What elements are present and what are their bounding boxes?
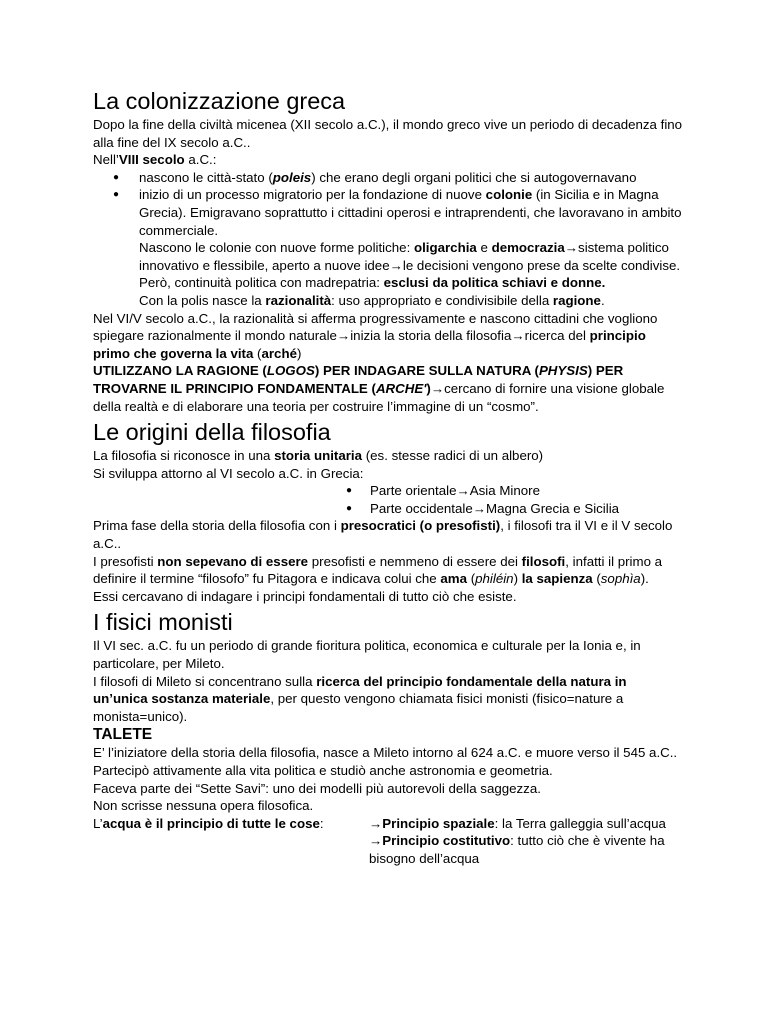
text: →cercano di fornire una visione globale della realtà e di elaborare una teoria per costruire l’immagine di un “cosmo”. [93,380,665,414]
bold-text: presocratici (o presofisti) [340,518,501,534]
bold-text: ragione [552,292,601,308]
bullet-list [93,482,683,517]
bold-text: la sapienza [521,571,593,587]
text: Nascono le colonie con nuove forme politiche: [139,240,414,256]
text: e [476,240,492,256]
principle-row [93,815,683,868]
text: ) che erano degli organi politici che si autogovernavano [311,169,637,185]
text: : tutto ciò che è vivente ha bisogno dell’acqua [369,833,665,866]
italic-text: ARCHE' [375,380,427,396]
bold-text: ama [440,571,467,587]
list-item [93,186,683,239]
text: (es. stesse radici di un albero) [362,448,544,464]
text: nascono le città-stato ( [139,169,273,185]
text: : la Terra galleggia sull’acqua [494,815,666,831]
bold-text: ) PER INDAGARE SULLA NATURA ( [314,363,539,379]
subtitle-talete: TALETE [93,726,153,744]
bold-text: Principio costitutivo [382,833,511,849]
text: Nell’ [93,152,119,168]
principle-item [369,815,669,833]
bold-text [267,363,315,378]
list-item: ● Parte occidentale→Magna Grecia e Sicilia [93,500,683,518]
text: Però, continuità politica con madrepatria: [139,275,384,291]
principle-statement [93,815,369,868]
section-title-colonizzazione: La colonizzazione greca [93,88,346,114]
text: L’ [93,815,103,831]
bold-text: arché [261,345,297,361]
bold-text: VIII secolo [118,152,185,168]
bold-text: principio primo che governa la vita [93,328,646,361]
document-page [93,86,683,868]
text: ( [253,345,262,361]
bold-text: filosofi [521,553,566,569]
bold-text: esclusi da politica schiavi e donne. [383,275,606,291]
bold-text [273,170,311,185]
italic-text: poleis [272,169,312,185]
bold-text: non sepevano di essere [157,553,309,569]
bullet-list [93,169,683,239]
bold-text: ) PER TROVARNE IL PRINCIPIO FONDAMENTALE ( [93,363,624,396]
paragraph [93,310,683,363]
text: ( [592,571,601,587]
text: , infatti il primo a definire il termine “filosofo” fu Pitagora e indicava colui che [93,553,663,587]
paragraph [93,292,683,310]
bold-text: storia unitaria [274,448,363,464]
paragraph [93,447,683,465]
italic-text: philéin [475,571,514,587]
text: La filosofia si riconosce in una [93,448,275,464]
list-item: ● Parte orientale→Asia Minore [93,482,683,500]
text: (in Sicilia e in Magna Grecia). Emigravano soprattutto i cittadini operosi e intraprendenti, che lavoravano in ambito commerciale. [139,187,682,238]
text: ) [513,571,522,587]
text: . [600,292,605,308]
paragraph [93,362,683,415]
text: I presofisti [93,553,158,569]
text: , i filosofi tra il VI e il V secolo a.C.. [93,518,673,552]
paragraph [93,151,683,169]
paragraph: Faceva parte dei “Sette Savi”: uno dei modelli più autorevoli della saggezza. [93,780,541,796]
bold-text: oligarchia [413,240,477,256]
paragraph: Dopo la fine della civiltà micenea (XII secolo a.C.), il mondo greco vive un periodo di decadenza fino alla fine del IX secolo a.C.. [93,117,683,150]
paragraph: Il VI sec. a.C. fu un periodo di grande fioritura politica, economica e culturale per la Ionia e, in particolare, per Mileto. [93,638,641,672]
principle-details [369,815,669,868]
text: ). [640,571,649,587]
paragraph: Si sviluppa attorno al VI secolo a.C. in Grecia: [93,465,364,481]
arrow: → [369,833,383,849]
bold-text: democrazia [491,240,565,256]
italic-text: PHYSIS [538,363,588,379]
paragraph [93,673,683,726]
bold-text: Principio spaziale [382,815,495,831]
italic-text: LOGOS [266,363,315,379]
text: : uso appropriato e condivisibile della [331,292,553,308]
list-item [93,169,683,187]
arrow: → [369,815,383,831]
paragraph: Non scrisse nessuna opera filosofica. [93,798,314,814]
principle-item [369,832,669,867]
text: , per questo vengono chiamata fisici monisti (fisico=nature a monista=unico). [93,691,624,724]
text: presofisti e nemmeno di essere dei [308,553,522,569]
section-title-origini: Le origini della filosofia [93,419,331,446]
text: ) [296,345,302,361]
paragraph: Partecipò attivamente alla vita politica e studiò anche astronomia e geometria. [93,763,553,778]
bold-text [539,363,588,378]
bold-text: ricerca del principio fondamentale della natura in un’unica sostanza materiale [93,673,627,707]
bold-text: UTILIZZANO LA RAGIONE ( [93,363,267,379]
paragraph [93,517,683,552]
bold-text [376,381,426,396]
text: inizio di un processo migratorio per la fondazione di nuove [139,187,486,203]
text: : [319,815,324,831]
bold-text: acqua è il principio di tutte le cose [102,815,320,831]
text: →sistema politico innovativo e flessibile, aperto a nuove idee→le decisioni vengono prese da scelte condivise. [139,240,681,273]
paragraph: Essi cercavano di indagare i principi fondamentali di tutto ciò che esiste. [93,588,517,604]
text: Con la polis nasce la [139,292,266,308]
bold-text: razionalità [265,292,332,308]
paragraph: E’ l’iniziatore della storia della filosofia, nasce a Mileto intorno al 624 a.C. e muore verso il 545 a.C.. [93,745,678,761]
text: Nel VI/V secolo a.C., la razionalità si afferma progressivamente e nascono cittadini che vogliono spiegare razionalmente il mondo naturale→inizia la storia della filosofia→ricerca del [93,310,658,344]
text: Prima fase della storia della filosofia con i [93,518,341,534]
text: I filosofi di Mileto si concentrano sulla [93,673,317,689]
paragraph [93,239,683,274]
paragraph [93,274,683,292]
text: ( [467,571,476,587]
bold-text: colonie [485,187,533,203]
section-title-fisici-monisti: I fisici monisti [93,609,233,636]
text: a.C.: [184,152,217,168]
paragraph [93,553,683,588]
bold-text: ) [426,380,431,396]
italic-text: sophìa [600,571,641,587]
